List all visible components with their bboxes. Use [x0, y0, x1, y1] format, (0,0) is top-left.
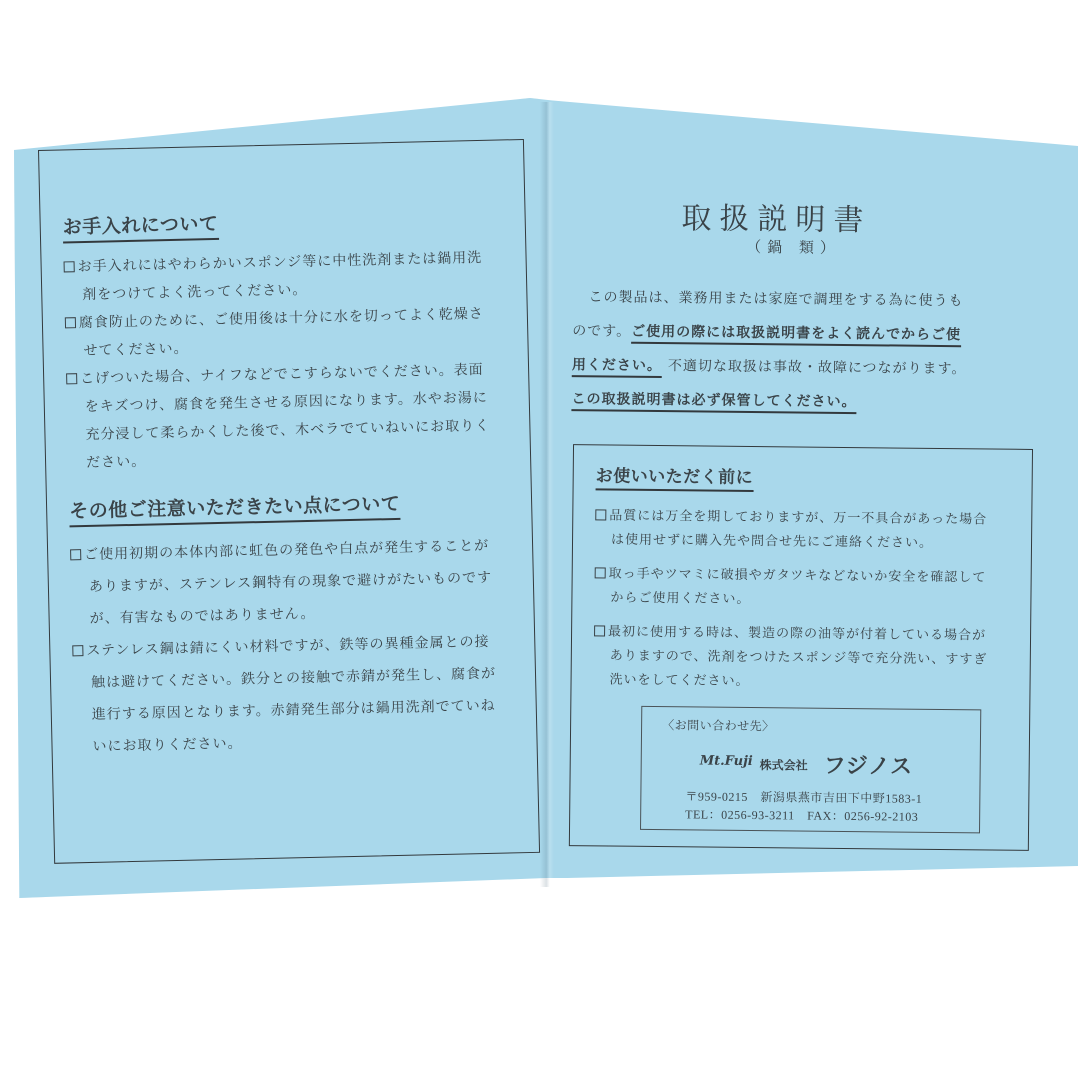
before-use-heading: お使いいただく前に: [596, 461, 754, 492]
intro-line-4: この取扱説明書は必ず保管してください。: [571, 392, 856, 409]
contact-label: 〈お問い合わせ先〉: [662, 718, 775, 734]
before-line-7: 洗いをしてください。: [609, 672, 750, 689]
notice-line-4: ステンレス鋼は錆にくい材料ですが、鉄等の異種金属との接: [72, 635, 489, 658]
notice-line-5: 触は避けてください。鉄分との接触で赤錆が発生し、腐食が: [90, 665, 497, 691]
checkbox-icon: [70, 549, 81, 560]
corporation-prefix: 株式会社: [759, 758, 808, 773]
checkbox-icon: [66, 373, 77, 384]
document-title: 取扱説明書: [681, 201, 872, 239]
notice-line-3: が、有害なものではありません。: [89, 605, 316, 627]
before-line-1: 品質には万全を期しておりますが、万一不具合があった場合: [595, 509, 987, 526]
company-address: 〒959-0215 新潟県燕市吉田下中野1583-1: [685, 789, 923, 806]
care-line-2: 剤をつけてよく洗ってください。: [82, 281, 308, 304]
care-line-7: 充分浸して柔らかくした後で、木ベラでていねいにお取りく: [85, 417, 491, 443]
checkbox-icon: [595, 509, 606, 520]
care-line-3: 腐食防止のために、ご使用後は十分に水を切ってよく乾燥さ: [65, 307, 484, 331]
before-line-2: は使用せずに購入先や問合せ先にご連絡ください。: [610, 532, 934, 551]
notice-line-7: いにお取りください。: [92, 735, 243, 755]
center-fold: [540, 102, 554, 887]
checkbox-icon: [72, 645, 83, 656]
care-line-5: こげついた場合、ナイフなどでこすらないでください。表面: [66, 363, 484, 386]
care-line-4: せてください。: [83, 340, 189, 360]
company-name: フジノス: [823, 753, 914, 780]
before-line-4: からご使用ください。: [610, 590, 751, 607]
right-page: [555, 162, 1024, 861]
notice-heading: その他ご注意いただきたい点について: [69, 489, 401, 528]
company-phones: TEL：0256-93-3211 FAX：0256-92-2103: [685, 807, 919, 824]
notice-line-2: ありますが、ステンレス鋼特有の現象で避けがたいものです: [88, 569, 493, 595]
intro-line-2: のです。ご使用の際には取扱説明書をよく読んでからご使: [572, 324, 961, 342]
checkbox-icon: [594, 625, 605, 636]
document-subtitle: （鍋 類）: [746, 237, 841, 257]
notice-line-1: ご使用初期の本体内部に虹色の発色や白点が発生することが: [70, 539, 489, 563]
care-line-6: をキズつけ、腐食を発生させる原因になります。水やお湯に: [84, 389, 488, 416]
checkbox-icon: [595, 567, 606, 578]
intro-line-1: この製品は、業務用または家庭で調理をする為に使うも: [588, 289, 964, 310]
intro-line-3: 用ください。 不適切な取扱は事故・故障につながります。: [571, 357, 967, 378]
care-line-8: ださい。: [85, 453, 147, 471]
before-line-6: ありますので、洗剤をつけたスポンジ等で充分洗い、すすぎ: [609, 648, 988, 668]
left-page-frame: [38, 139, 540, 864]
care-line-1: お手入れにはやわらかいスポンジ等に中性洗剤または鍋用洗: [64, 251, 483, 274]
company-logo: Mt.Fuji: [699, 753, 753, 770]
checkbox-icon: [65, 317, 76, 328]
notice-line-6: 進行する原因となります。赤錆発生部分は鍋用洗剤でていね: [91, 697, 496, 723]
before-line-5: 最初に使用する時は、製造の際の油等が付着している場合が: [594, 625, 986, 642]
before-use-box: [569, 444, 1033, 851]
contact-box: [640, 706, 981, 834]
care-heading: お手入れについて: [62, 209, 218, 244]
before-line-3: 取っ手やツマミに破損やガタツキなどないか安全を確認して: [595, 567, 987, 584]
checkbox-icon: [64, 261, 75, 272]
